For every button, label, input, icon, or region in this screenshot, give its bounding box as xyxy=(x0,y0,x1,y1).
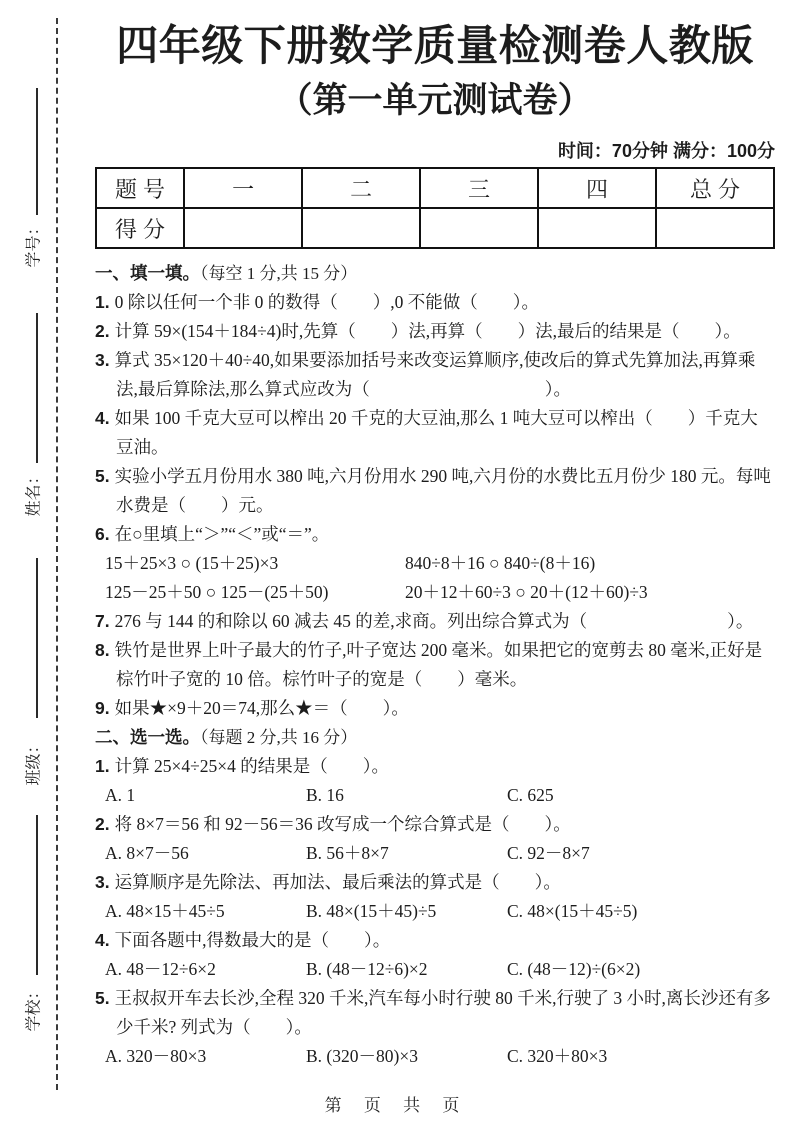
class-fill-line xyxy=(36,558,38,718)
score-table-header-total: 总分 xyxy=(656,168,774,208)
name-fill-line xyxy=(36,313,38,463)
choice-4-option-c: C. (48－12)÷(6×2) xyxy=(507,959,641,979)
fill-question-6-text: 在○里填上“＞”“＜”或“＝”。 xyxy=(114,524,330,544)
score-cell-part-4 xyxy=(538,208,656,248)
choice-3-option-a: A. 48×15＋45÷5 xyxy=(105,901,225,921)
choice-question-4 xyxy=(95,926,775,955)
choice-4-option-b: B. (48－12÷6)×2 xyxy=(306,959,428,979)
choice-question-3-number: 3. xyxy=(95,872,110,892)
student-id-fill-line xyxy=(36,88,38,215)
fill-question-4-text: 如果 100 千克大豆可以榨出 20 千克的大豆油,那么 1 吨大豆可以榨出（ ）千克大豆油。 xyxy=(114,408,758,457)
section-1-title: 一、填一填。 xyxy=(95,263,200,283)
fill-question-6 xyxy=(95,520,775,549)
fill-question-6-number: 6. xyxy=(95,524,110,544)
fill-question-1 xyxy=(95,288,775,317)
score-table-header-part-1: 一 xyxy=(184,168,302,208)
comparison-2-right: 20＋12＋60÷3 ○ 20＋(12＋60)÷3 xyxy=(405,582,648,602)
section-2-note: （每题 2 分,共 16 分） xyxy=(200,728,358,747)
fill-question-7 xyxy=(95,607,775,636)
choice-question-3-text: 运算顺序是先除法、再加法、最后乘法的算式是（ ）。 xyxy=(114,872,561,892)
score-table-header-part-3: 三 xyxy=(420,168,538,208)
fill-question-3-text: 算式 35×120＋40÷40,如果要添加括号来改变运算顺序,使改后的算式先算加法,再算乘法,最后算除法,那么算式应改为（ ）。 xyxy=(114,350,756,399)
comparison-row-2 xyxy=(95,578,775,607)
choice-question-5 xyxy=(95,984,775,1042)
fill-question-9 xyxy=(95,694,775,723)
score-cell-part-3 xyxy=(420,208,538,248)
fill-question-1-text: 0 除以任何一个非 0 的数得（ ）,0 不能做（ ）。 xyxy=(114,292,539,312)
exam-time-score-info: 时间：70分钟 满分：100分 xyxy=(557,141,775,161)
choice-question-1 xyxy=(95,752,775,781)
fill-question-4-number: 4. xyxy=(95,408,110,428)
page-title: 四年级下册数学质量检测卷人教版 xyxy=(116,22,754,69)
choice-1-option-c: C. 625 xyxy=(507,785,554,805)
choice-question-2-options xyxy=(95,839,775,868)
choice-question-2-number: 2. xyxy=(95,814,110,834)
comparison-2-left: 125－25＋50 ○ 125－(25＋50) xyxy=(105,582,329,602)
fill-question-1-number: 1. xyxy=(95,292,110,312)
comparison-1-left: 15＋25×3 ○ (15＋25)×3 xyxy=(105,553,279,573)
choice-question-5-number: 5. xyxy=(95,988,110,1008)
fill-question-5-text: 实验小学五月份用水 380 吨,六月份用水 290 吨,六月份的水费比五月份少 180 元。每吨水费是（ ）元。 xyxy=(114,466,771,515)
score-table-header-part-2: 二 xyxy=(302,168,420,208)
score-cell-part-2 xyxy=(302,208,420,248)
choice-question-3-options xyxy=(95,897,775,926)
choice-question-2 xyxy=(95,810,775,839)
fill-question-7-number: 7. xyxy=(95,611,110,631)
choice-2-option-a: A. 8×7－56 xyxy=(105,843,189,863)
sidebar-label-name: 姓名： xyxy=(25,468,43,517)
choice-1-option-a: A. 1 xyxy=(105,785,136,805)
fill-question-2 xyxy=(95,317,775,346)
sidebar-label-student-id: 学号： xyxy=(25,219,43,268)
choice-4-option-a: A. 48－12÷6×2 xyxy=(105,959,216,979)
score-cell-total xyxy=(656,208,774,248)
score-table-score-row xyxy=(96,208,774,248)
choice-1-option-b: B. 16 xyxy=(306,785,344,805)
section-2-title: 二、选一选。 xyxy=(95,727,200,747)
fill-question-3-number: 3. xyxy=(95,350,110,370)
choice-question-5-text: 王叔叔开车去长沙,全程 320 千米,汽车每小时行驶 80 千米,行驶了 3 小时,离长沙还有多少千米? 列式为（ ）。 xyxy=(114,988,771,1037)
fill-question-4 xyxy=(95,404,775,462)
school-fill-line xyxy=(36,815,38,975)
section-1-heading xyxy=(95,259,775,288)
choice-5-option-b: B. (320－80)×3 xyxy=(306,1046,418,1066)
choice-question-4-text: 下面各题中,得数最大的是（ ）。 xyxy=(114,930,391,950)
score-table-header-question-no: 题号 xyxy=(96,168,184,208)
choice-3-option-c: C. 48×(15＋45÷5) xyxy=(507,901,638,921)
choice-question-1-number: 1. xyxy=(95,756,110,776)
fill-question-8-text: 铁竹是世界上叶子最大的竹子,叶子宽达 200 毫米。如果把它的宽剪去 80 毫米,正好是棕竹叶子宽的 10 倍。棕竹叶子的宽是（ ）毫米。 xyxy=(114,640,763,689)
score-row-label: 得分 xyxy=(96,208,184,248)
sidebar-label-school: 学校： xyxy=(25,983,43,1032)
fill-question-9-number: 9. xyxy=(95,698,110,718)
choice-question-4-number: 4. xyxy=(95,930,110,950)
score-table xyxy=(95,167,775,249)
choice-question-1-options xyxy=(95,781,775,810)
choice-5-option-a: A. 320－80×3 xyxy=(105,1046,207,1066)
fill-question-5 xyxy=(95,462,775,520)
choice-question-4-options xyxy=(95,955,775,984)
page-subtitle: （第一单元测试卷） xyxy=(277,81,593,120)
choice-2-option-c: C. 92－8×7 xyxy=(507,843,590,863)
choice-5-option-c: C. 320＋80×3 xyxy=(507,1046,608,1066)
comparison-row-1 xyxy=(95,549,775,578)
fill-question-8 xyxy=(95,636,775,694)
score-table-header-row xyxy=(96,168,774,208)
choice-3-option-b: B. 48×(15＋45)÷5 xyxy=(306,901,437,921)
choice-question-2-text: 将 8×7＝56 和 92－56＝36 改写成一个综合算式是（ ）。 xyxy=(114,814,571,834)
score-table-header-part-4: 四 xyxy=(538,168,656,208)
fill-question-7-text: 276 与 144 的和除以 60 减去 45 的差,求商。列出综合算式为（ ）。 xyxy=(114,611,754,631)
score-cell-part-1 xyxy=(184,208,302,248)
sidebar-label-class: 班级： xyxy=(25,737,43,786)
comparison-1-right: 840÷8＋16 ○ 840÷(8＋16) xyxy=(405,553,596,573)
fill-question-2-number: 2. xyxy=(95,321,110,341)
margin-dashed-separator xyxy=(56,18,58,1090)
paper-body xyxy=(95,20,775,1071)
choice-2-option-b: B. 56＋8×7 xyxy=(306,843,389,863)
choice-question-1-text: 计算 25×4÷25×4 的结果是（ ）。 xyxy=(114,756,389,776)
page-number-indicator: 第 页 共 页 xyxy=(324,1096,469,1115)
fill-question-5-number: 5. xyxy=(95,466,110,486)
fill-question-8-number: 8. xyxy=(95,640,110,660)
section-1-note: （每空 1 分,共 15 分） xyxy=(200,264,358,283)
section-2-heading xyxy=(95,723,775,752)
fill-question-3 xyxy=(95,346,775,404)
fill-question-9-text: 如果★×9＋20＝74,那么★＝（ ）。 xyxy=(114,698,409,718)
fill-question-2-text: 计算 59×(154＋184÷4)时,先算（ ）法,再算（ ）法,最后的结果是（ ）。 xyxy=(114,321,741,341)
choice-question-3 xyxy=(95,868,775,897)
choice-question-5-options xyxy=(95,1042,775,1071)
